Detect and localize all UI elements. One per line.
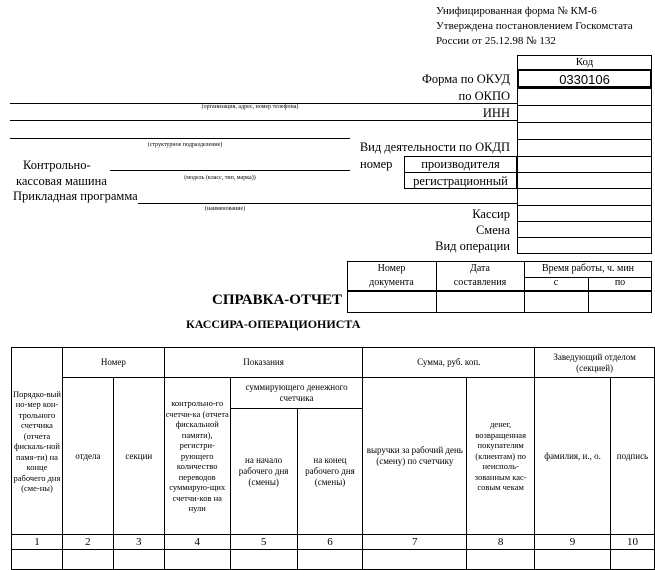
table-cell (62, 550, 113, 570)
col-vyruchki: выручки за рабочий день (смену) по счетчику (363, 378, 467, 535)
col-familiya: фамилия, и., о. (535, 378, 611, 535)
kassir-value (517, 205, 652, 222)
col-number: 1 (12, 535, 63, 550)
forma-okud-label: Форма по ОКУД (422, 72, 510, 86)
col-counter-number: Порядко-вый но-мер кон-трольного счетчика (отчета фискаль-ной памя-ти) на конце рабочего дня (сме-ны) (12, 348, 63, 535)
col-number: 8 (467, 535, 535, 550)
doc-number-header-1: Номер (377, 263, 406, 274)
proizv-value (517, 156, 652, 173)
code-empty-2 (517, 188, 652, 206)
col-summa: Сумма, руб. коп. (363, 348, 535, 378)
col-podpis: подпись (610, 378, 654, 535)
vid-operacii-value (517, 237, 652, 254)
model-line (110, 170, 350, 171)
kassir-label: Кассир (472, 207, 510, 221)
work-time-header: Время работы, ч. мин (541, 263, 635, 274)
table-cell (12, 550, 63, 570)
col-na-konec: на конец рабочего дня (смены) (297, 409, 363, 535)
work-time-from: с (553, 277, 559, 288)
table-cell (467, 550, 535, 570)
col-number: 3 (113, 535, 164, 550)
org-line-2 (10, 120, 517, 121)
code-empty-1 (517, 122, 652, 140)
okpo-value (517, 88, 652, 106)
form-header-line2: Утверждена постановлением Госкомстата (436, 20, 633, 32)
prog-label: Прикладная программа (13, 189, 138, 203)
struct-caption: (структурное подразделение) (147, 142, 223, 148)
okdp-value (517, 139, 652, 157)
smena-label: Смена (475, 223, 510, 237)
table-cell (610, 550, 654, 570)
vid-operacii-label: Вид операции (435, 239, 510, 253)
col-number: 9 (535, 535, 611, 550)
table-cell (297, 550, 363, 570)
col-otdela: отдела (62, 378, 113, 535)
org-caption: (организация, адрес, номер телефона) (201, 104, 299, 110)
prog-line (138, 203, 517, 204)
proizvoditelya-label: производителя (421, 157, 500, 171)
col-deneg: денег, возвращенная покупателям (клиентам) по неисполь-зованным кас-совым чекам (467, 378, 535, 535)
okud-value: 0330106 (517, 69, 652, 88)
kkm-label-1: Контрольно- (23, 158, 91, 172)
col-number: 10 (610, 535, 654, 550)
report-subtitle: КАССИРА-ОПЕРАЦИОНИСТА (186, 317, 361, 331)
report-title: СПРАВКА-ОТЧЕТ (212, 292, 342, 308)
report-table (11, 347, 655, 570)
col-sekcii: секции (113, 378, 164, 535)
doc-date-header-2: составления (453, 277, 507, 288)
col-summ-schetchika: суммирующего денежного счетчика (230, 378, 363, 409)
col-number: 6 (297, 535, 363, 550)
col-pokazaniya: Показания (164, 348, 363, 378)
col-nomer: Номер (62, 348, 164, 378)
work-time-to: по (614, 277, 626, 288)
reg-value (517, 172, 652, 189)
table-cell (230, 550, 297, 570)
col-kontrolnogo: контрольно-го счетчи-ка (отчета фискальной памяти), регистри-рующего количество переводов суммирую-щих счетчи-ков на нули (164, 378, 230, 535)
kod-header: Код (517, 55, 652, 70)
col-zaveduyushchiy: Заведующий отделом (секцией) (535, 348, 655, 378)
form-header-line3: России от 25.12.98 № 132 (436, 35, 556, 47)
kkm-label-2: кассовая машина (16, 174, 107, 188)
doc-number-header-2: документа (369, 277, 414, 288)
model-caption: (модель (класс, тип, марка)) (184, 175, 256, 181)
table-cell (363, 550, 467, 570)
smena-value (517, 221, 652, 238)
registracionny-label: регистрационный (413, 174, 508, 188)
struct-line (10, 138, 350, 139)
col-number: 5 (230, 535, 297, 550)
col-number: 2 (62, 535, 113, 550)
col-na-nachalo: на начало рабочего дня (смены) (230, 409, 297, 535)
table-cell (113, 550, 164, 570)
form-header-line1: Унифицированная форма № КМ-6 (436, 5, 597, 17)
name-caption: (наименование) (204, 206, 246, 212)
col-number: 7 (363, 535, 467, 550)
okpo-label: по ОКПО (458, 89, 510, 103)
okdp-label: Вид деятельности по ОКДП (359, 140, 510, 154)
doc-date-header-1: Дата (470, 263, 490, 274)
col-number: 4 (164, 535, 230, 550)
nomer-label: номер (360, 157, 393, 171)
table-cell (535, 550, 611, 570)
inn-value (517, 105, 652, 123)
inn-label: ИНН (482, 106, 510, 120)
table-cell (164, 550, 230, 570)
